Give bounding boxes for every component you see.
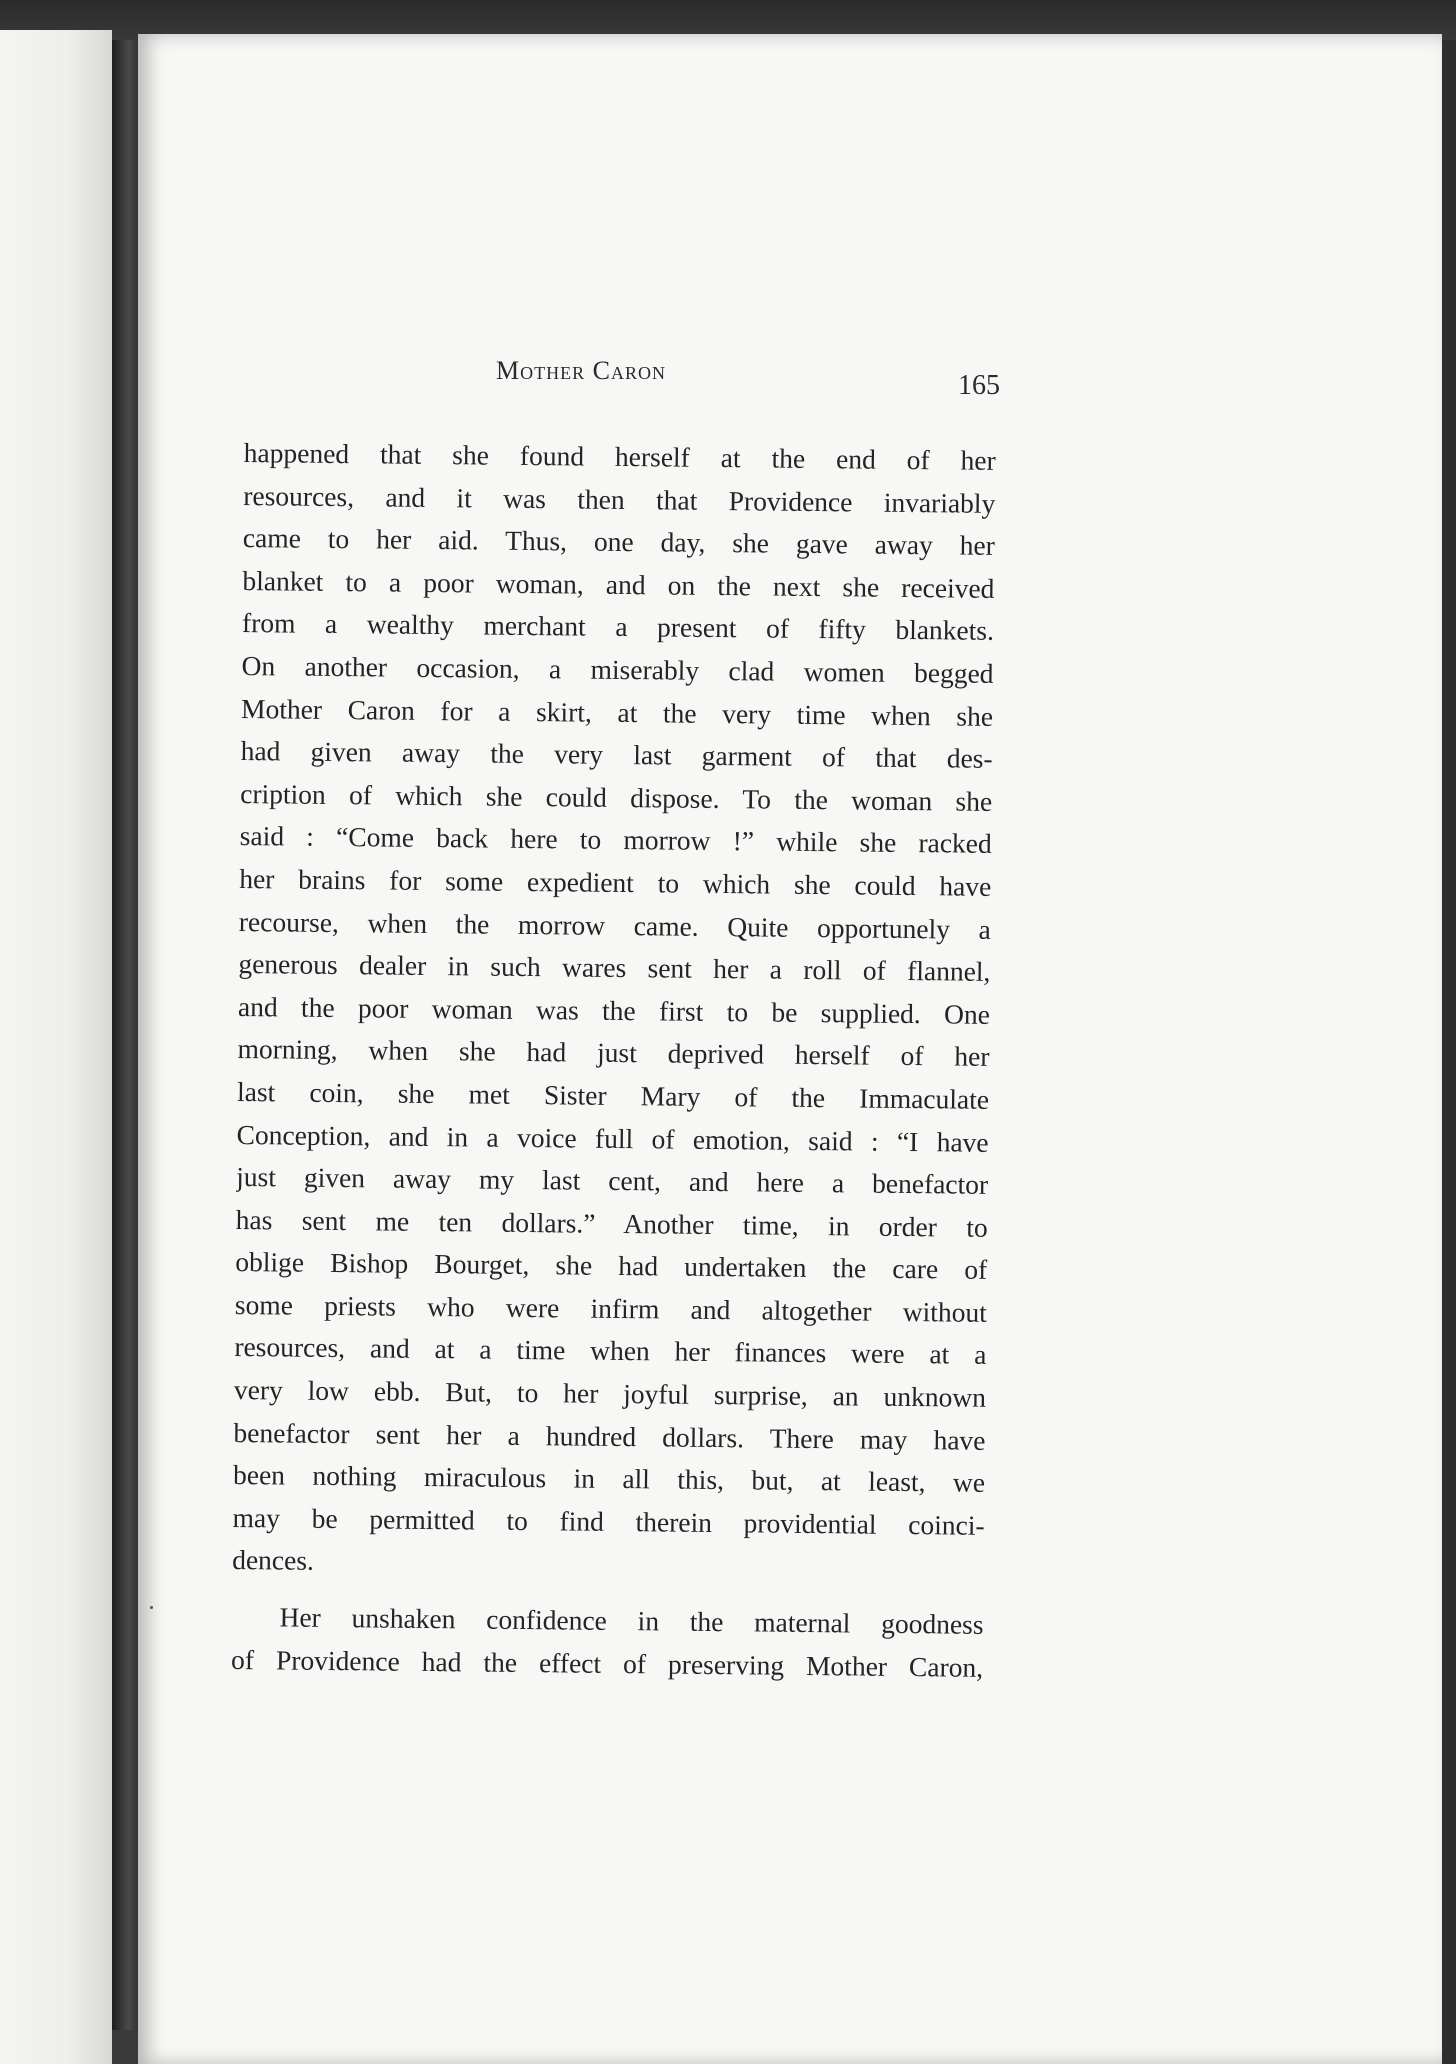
body-text — [231, 432, 996, 1689]
running-head-title: Mother Caron — [496, 356, 666, 385]
facing-page-edge — [0, 30, 112, 2064]
text-line: has sent me ten dollars.” Another time, in order to — [235, 1203, 988, 1243]
text-line: been nothing miraculous in all this, but, at least, we — [232, 1459, 986, 1499]
text-line: generous dealer in such wares sent her a roll of flannel, — [238, 948, 991, 987]
text-line: came to her aid. Thus, one day, she gave away her — [242, 522, 996, 562]
text-line: dences. — [232, 1544, 315, 1577]
text-line: On another occasion, a miserably clad women begged — [241, 649, 994, 689]
paragraph-1 — [232, 432, 996, 1590]
text-line: and the poor woman was the first to be supplied. One — [237, 990, 991, 1030]
text-line: had given away the very last garment of that des- — [240, 735, 993, 775]
paragraph-2 — [231, 1596, 984, 1689]
text-line: recourse, when the morrow came. Quite opportunely a — [238, 905, 992, 945]
text-line: her brains for some expedient to which she could have — [239, 862, 992, 902]
text-line: Mother Caron for a skirt, at the very time when she — [240, 692, 994, 732]
text-line: resources, and it was then that Providence invariably — [243, 479, 996, 519]
text-line: said : “Come back here to morrow !” while she racked — [239, 820, 992, 860]
text-line: benefactor sent her a hundred dollars. There may have — [233, 1416, 986, 1456]
text-line: just given away my last cent, and here a benefactor — [236, 1161, 989, 1200]
text-line: from a wealthy merchant a present of fifty blankets. — [241, 607, 995, 647]
text-line: last coin, she met Sister Mary of the Immaculate — [236, 1075, 990, 1115]
text-line: of Providence had the effect of preserving Mother Caron, — [230, 1643, 984, 1683]
text-line: very low ebb. But, to her joyful surprise, an unknown — [233, 1374, 987, 1413]
scan-border — [1442, 40, 1456, 2064]
text-line: cription of which she could dispose. To the woman she — [240, 777, 993, 817]
text-line: oblige Bishop Bourget, she had undertaken the care of — [235, 1246, 988, 1286]
text-line: morning, when she had just deprived herself of her — [237, 1033, 990, 1073]
text-line: Conception, and in a voice full of emotion, said : “I have — [236, 1118, 989, 1158]
page-number: 165 — [958, 370, 1000, 401]
text-line: happened that she found herself at the end of her — [243, 436, 996, 476]
text-line: Her unshaken confidence in the maternal goodness — [279, 1601, 984, 1640]
text-line: some priests who were infirm and altogether without — [234, 1288, 987, 1328]
text-line: may be permitted to find therein providential coinci- — [232, 1501, 985, 1541]
text-line: resources, and at a time when her finances were at a — [234, 1331, 987, 1371]
running-head — [496, 356, 666, 386]
scan-speck — [150, 1606, 153, 1609]
text-line: blanket to a poor woman, and on the next she received — [242, 564, 995, 604]
